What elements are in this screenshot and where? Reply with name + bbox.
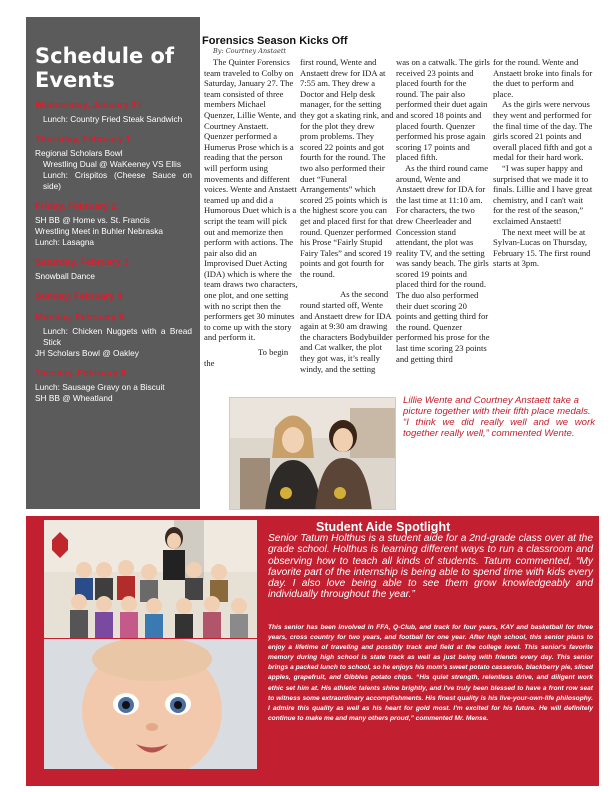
day-heading: Thursday, February 1 <box>35 134 131 145</box>
schedule-day <box>35 312 192 359</box>
schedule-day <box>35 291 192 303</box>
schedule-event: Lunch: Sausage Gravy on a Biscuit <box>35 382 165 392</box>
article-paragraph: As the girls were nervous they went and performed for the final time of the day. The girls scored 21 points and overall placed fifth and got a medal for their hard work. <box>493 99 593 163</box>
classroom-photo <box>44 520 257 638</box>
caption-quote: “I think we did really well and we work together really well,” commented Wente. <box>403 417 595 439</box>
sidebar-title: Schedule of Events <box>35 44 175 92</box>
caption-text: Lillie Wente and Courtney Anstaett take a picture together with their fifth place medals. <box>403 395 591 417</box>
schedule-day <box>35 257 192 282</box>
article-paragraph: As the second round started off, Wente and Anstaett drew for IDA again at 9:30 am drawing the characters Bodybuilder and Cat walker, the plot they got was, it’s really windy, and the setting <box>300 289 393 374</box>
schedule-day <box>35 201 192 248</box>
schedule-event: Lunch: Country Fried Steak Sandwich <box>43 114 183 124</box>
day-heading: Monday, February 5 <box>35 312 125 323</box>
schedule-event: Lunch: Crispitos (Cheese Sauce on side) <box>43 170 192 191</box>
spotlight-body: This senior has been involved in FFA, Q-Club, and track for four years, KAY and basketball for three years, cross country for two years, and football for one year. After high school, this senior plans to enjoy a lifetime of traveling and possibly track and field at the college level. This senior's favorite memory during high school is state track as well as just being with friends every day. This senior brings a packed lunch to school, so he enjoys his mom's sweet potato casserole, blackberry pie, sliced apples, grapefruit, and Gibbles potato chips. “His quiet strength, relentless drive, and diligent work ethic set him at. His athletic talents shine brightly, and I've truly been blessed to have a front row seat to witness some extraordinary accomplishments. His finest quality is his live-your-own-life philosophy. I admire this quality as well as his heart for gold most. I'm excited for his future. He will definitely continue to make me and many others proud,” commented Mr. Mense. <box>268 624 593 722</box>
article-paragraph: To begin the <box>204 347 289 368</box>
baby-photo <box>44 639 257 769</box>
day-heading: Friday, February 2 <box>35 201 117 212</box>
baby-photo-illustration <box>44 639 257 769</box>
spotlight-lead: Senior Tatum Holthus is a student aide for a 2nd-grade class over at the grade school. Holthus is learning different ways to run a classroom and observing how to teach all kinds of students. Tatum commented, “My favorite part of the internship is being able to spend time with kids every day. I also love being able to see them grow knowledgeably and individually throughout the year.” <box>268 533 593 601</box>
article-column-3 <box>396 57 490 364</box>
schedule-day <box>35 368 192 404</box>
forensics-photo-illustration <box>230 398 396 510</box>
article-paragraph: for the round. Wente and Anstaett broke into finals for the duet to perform and place. <box>493 57 593 99</box>
schedule-event: SH BB @ Wheatland <box>35 393 113 403</box>
article-paragraph: first round, Wente and Anstaett drew for IDA at 7:55 am. They drew a Doctor and Help desk manager, for the setting they got a skating rink, and for the plot they drew prom problems. They scored 22 points and got fourth for the round. The two also performed their duet “Funeral Arrangements” which scored 25 points which is the highest score you can get and placed first for that round. Quenzer performed his Prose “Fairly Stupid Fairy Tales” and scored 19 points and got fourth for the round. <box>300 57 394 279</box>
day-heading: Wednesday, January 31 <box>35 100 142 111</box>
article-title: Forensics Season Kicks Off <box>202 35 348 47</box>
day-heading: Saturday, February 3 <box>35 257 129 268</box>
schedule-list <box>35 100 192 404</box>
article-column-2 <box>300 57 394 374</box>
article-paragraph: The next meet will be at Sylvan-Lucas on Thursday, February 15. The first round starts at 3pm. <box>493 226 591 269</box>
schedule-event: Wrestling Meet in Buhler Nebraska <box>35 226 164 236</box>
schedule-sidebar <box>26 17 200 509</box>
schedule-event: Snowball Dance <box>35 271 95 281</box>
schedule-event: SH BB @ Home vs. St. Francis <box>35 215 150 225</box>
forensics-photo <box>229 397 396 510</box>
article-column-4 <box>493 57 593 269</box>
schedule-event: Regional Scholars Bowl <box>35 148 123 158</box>
classroom-photo-illustration <box>44 520 257 638</box>
article-paragraph: The Quinter Forensics team traveled to Colby on Saturday, January 27. The team consisted of three members Michael Quenzer, Lillie Wente, and Courtney Anstaett. Quenzer performed a Humerus Prose which is a reading that the person will perform using movements and different voices. Wente and Anstaett teamed up and did a Humorous Duet which is a script the team will pick out and memorize then perform with actions. The pair also did an Improvised Duet Acting (IDA) which is where the team draws two characters, one plot, and one setting with no script then the performers get 30 minutes to come up with the story and perform it. <box>204 57 298 343</box>
day-heading: Tuesday, February 6 <box>35 368 126 379</box>
spotlight-title: Student Aide Spotlight <box>316 520 451 534</box>
day-heading: Sunday, February 4 <box>35 291 123 302</box>
schedule-event: Lunch: Lasagna <box>35 237 95 247</box>
article-column-1 <box>204 57 298 368</box>
schedule-day <box>35 100 192 125</box>
article-paragraph: “I was super happy and surprised that we made it to finals. Lillie and I have great chemistry, and I can't wait for the rest of the season,” exclaimed Anstaett! <box>493 162 593 226</box>
article-byline: By: Courtney Anstaett <box>213 47 287 55</box>
photo-caption <box>403 395 595 439</box>
schedule-event: Lunch: Chicken Nuggets with a Bread Stick <box>43 326 192 347</box>
schedule-event: JH Scholars Bowl @ Oakley <box>35 348 139 358</box>
schedule-day <box>35 134 192 192</box>
article-paragraph: As the third round came around, Wente and Anstaett drew for IDA for the last time at 11:10 am. For characters, the two drew Cheerleader and Concession stand attendant, the plot was reality TV, and the setting was sandy beach. The girls scored 19 points and placed third for the round. The duo also performed their duet scoring 20 points and getting third for the round. Quenzer performed his prose for the last time scoring 23 points and getting third <box>396 162 490 364</box>
article-paragraph: was on a catwalk. The girls received 23 points and placed fourth for the round. The pair also performed their duet again and scored 18 points and placed fourth. Quenzer performed his prose again scoring 17 points and placed fifth. <box>396 57 490 163</box>
schedule-event: Wrestling Dual @ WaKeeney VS Ellis <box>43 159 181 169</box>
